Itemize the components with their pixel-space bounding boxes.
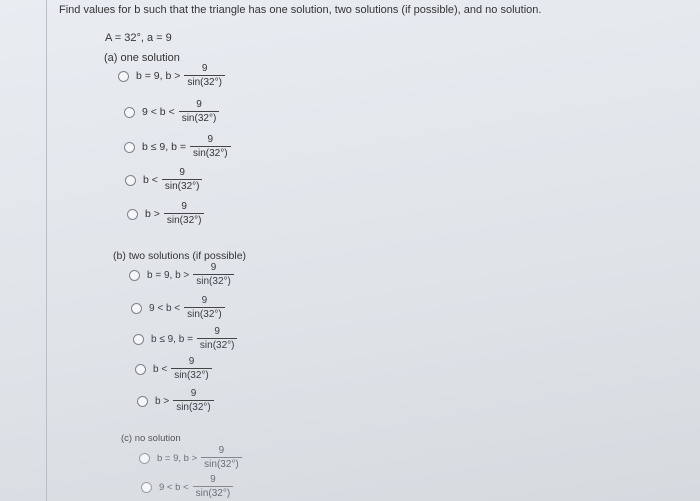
fraction: $\frac{9}{\sin(32^\circ)}$ — [197, 327, 238, 351]
part-a-option-2[interactable] — [124, 99, 219, 125]
radio-icon[interactable] — [118, 71, 129, 82]
part-a-option-1[interactable] — [118, 63, 225, 89]
radio-icon[interactable] — [137, 396, 148, 407]
radio-icon[interactable] — [124, 142, 135, 153]
radio-icon[interactable] — [135, 364, 146, 375]
given-values: A = 32°, a = 9 — [105, 32, 172, 44]
fraction: $\frac{9}{\sin(32^\circ)}$ — [173, 389, 214, 413]
fraction: $\frac{9}{\sin(32^\circ)}$ — [201, 446, 242, 470]
radio-icon[interactable] — [131, 303, 142, 314]
fraction: $\frac{9}{\sin(32^\circ)}$ — [171, 357, 212, 381]
option-prefix: b = 9, b > — [147, 269, 190, 281]
option-prefix: 9 < b < — [159, 481, 189, 493]
option-prefix: b < — [153, 363, 168, 375]
radio-icon[interactable] — [141, 482, 152, 493]
fraction: $\frac{9}{\sin(32^\circ)}$ — [179, 100, 220, 124]
question-text: Find values for b such that the triangle has one solution, two solutions (if possible), and no solution. — [59, 4, 542, 16]
radio-icon[interactable] — [133, 334, 144, 345]
fraction: $\frac{9}{\sin(32^\circ)}$ — [184, 296, 225, 320]
option-prefix: b = 9, b > — [136, 70, 181, 82]
part-a-option-3[interactable] — [124, 134, 231, 160]
fraction: $\frac{9}{\sin(32^\circ)}$ — [164, 202, 205, 226]
part-b-option-3[interactable] — [133, 326, 237, 352]
radio-icon[interactable] — [125, 175, 136, 186]
part-b-option-4[interactable] — [135, 356, 212, 382]
option-prefix: b = 9, b > — [157, 452, 198, 464]
option-prefix: b > — [155, 395, 170, 407]
radio-icon[interactable] — [139, 453, 150, 464]
fraction: $\frac{9}{\sin(32^\circ)}$ — [162, 168, 203, 192]
fraction: $\frac{9}{\sin(32^\circ)}$ — [184, 64, 225, 88]
fraction: $\frac{9}{\sin(32^\circ)}$ — [190, 135, 231, 159]
fraction: $\frac{9}{\sin(32^\circ)}$ — [193, 475, 234, 499]
option-prefix: 9 < b < — [142, 106, 175, 118]
part-b-label: (b) two solutions (if possible) — [113, 250, 247, 262]
option-prefix: b < — [143, 174, 158, 186]
option-prefix: b > — [145, 208, 160, 220]
part-b-option-5[interactable] — [137, 388, 214, 414]
part-b-option-1[interactable] — [129, 262, 234, 288]
radio-icon[interactable] — [124, 107, 135, 118]
radio-icon[interactable] — [127, 209, 138, 220]
option-prefix: 9 < b < — [149, 302, 181, 314]
option-prefix: b ≤ 9, b = — [142, 141, 186, 153]
radio-icon[interactable] — [129, 270, 140, 281]
fraction: $\frac{9}{\sin(32^\circ)}$ — [193, 263, 234, 287]
part-a-label: (a) one solution — [104, 52, 180, 64]
part-c-label: (c) no solution — [121, 433, 181, 444]
part-a-option-4[interactable] — [125, 167, 202, 193]
part-b-option-2[interactable] — [131, 295, 225, 321]
part-c-option-2[interactable] — [141, 474, 233, 500]
part-c-option-1[interactable] — [139, 445, 242, 471]
part-a-option-5[interactable] — [127, 201, 204, 227]
option-prefix: b ≤ 9, b = — [151, 333, 193, 345]
